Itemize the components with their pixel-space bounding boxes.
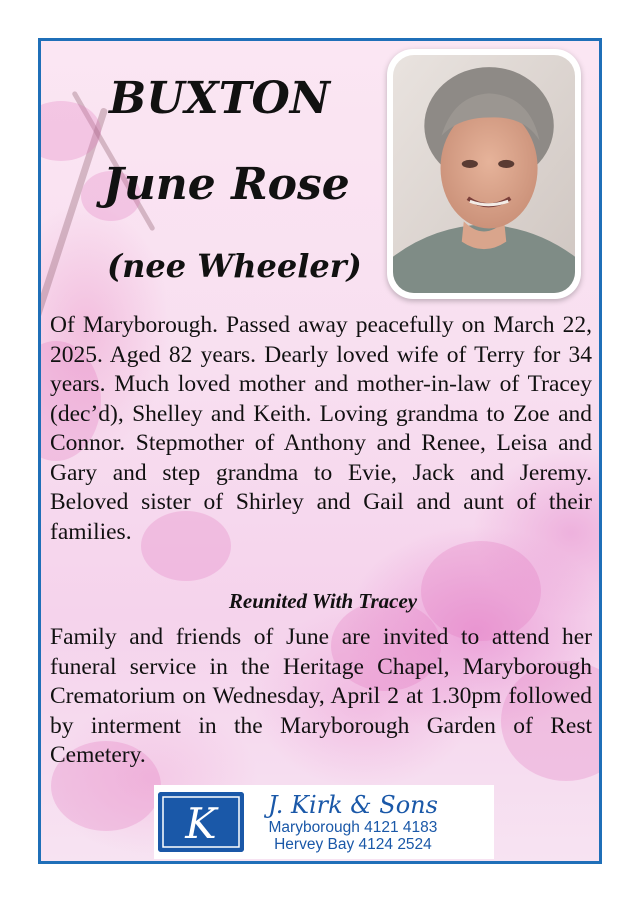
funeral-director-banner	[154, 785, 494, 859]
logo-letter: K	[185, 799, 217, 848]
surname: BUXTON	[109, 73, 330, 124]
phone-maryborough: Maryborough 4121 4183	[268, 819, 438, 836]
firm-name: J. Kirk & Sons	[268, 791, 438, 819]
portrait-photo	[393, 55, 575, 293]
tagline: Reunited With Tracey	[228, 589, 418, 613]
kirk-logo	[158, 792, 244, 852]
given-names: June Rose	[103, 159, 350, 210]
service-details-text: Family and friends of June are invited to attend her funeral service in the Heritage Chapel, Maryborough Crematorium on Wednesday, April 2 at 1.30pm followed by interment in the Maryborough Garden of Rest Cemetery.	[50, 624, 592, 768]
phone-hervey-bay: Hervey Bay 4124 2524	[274, 836, 432, 853]
death-notice	[38, 38, 602, 864]
firm-details	[268, 791, 438, 853]
maiden-name: (nee Wheeler)	[107, 247, 362, 285]
portrait-frame	[387, 49, 581, 299]
biography-text: Of Maryborough. Passed away peacefully on March 22, 2025. Aged 82 years. Dearly loved wife of Terry for 34 years. Much loved mother and mother-in-law of Tracey (dec’d), Shelley and Keith. Loving grandma to Zoe and Connor. Stepmother of Anthony and Renee, Leisa and Gary and step grandma to Evie, Jack and Jeremy. Beloved sister of Shirley and Gail and aunt of their families.	[50, 312, 592, 545]
